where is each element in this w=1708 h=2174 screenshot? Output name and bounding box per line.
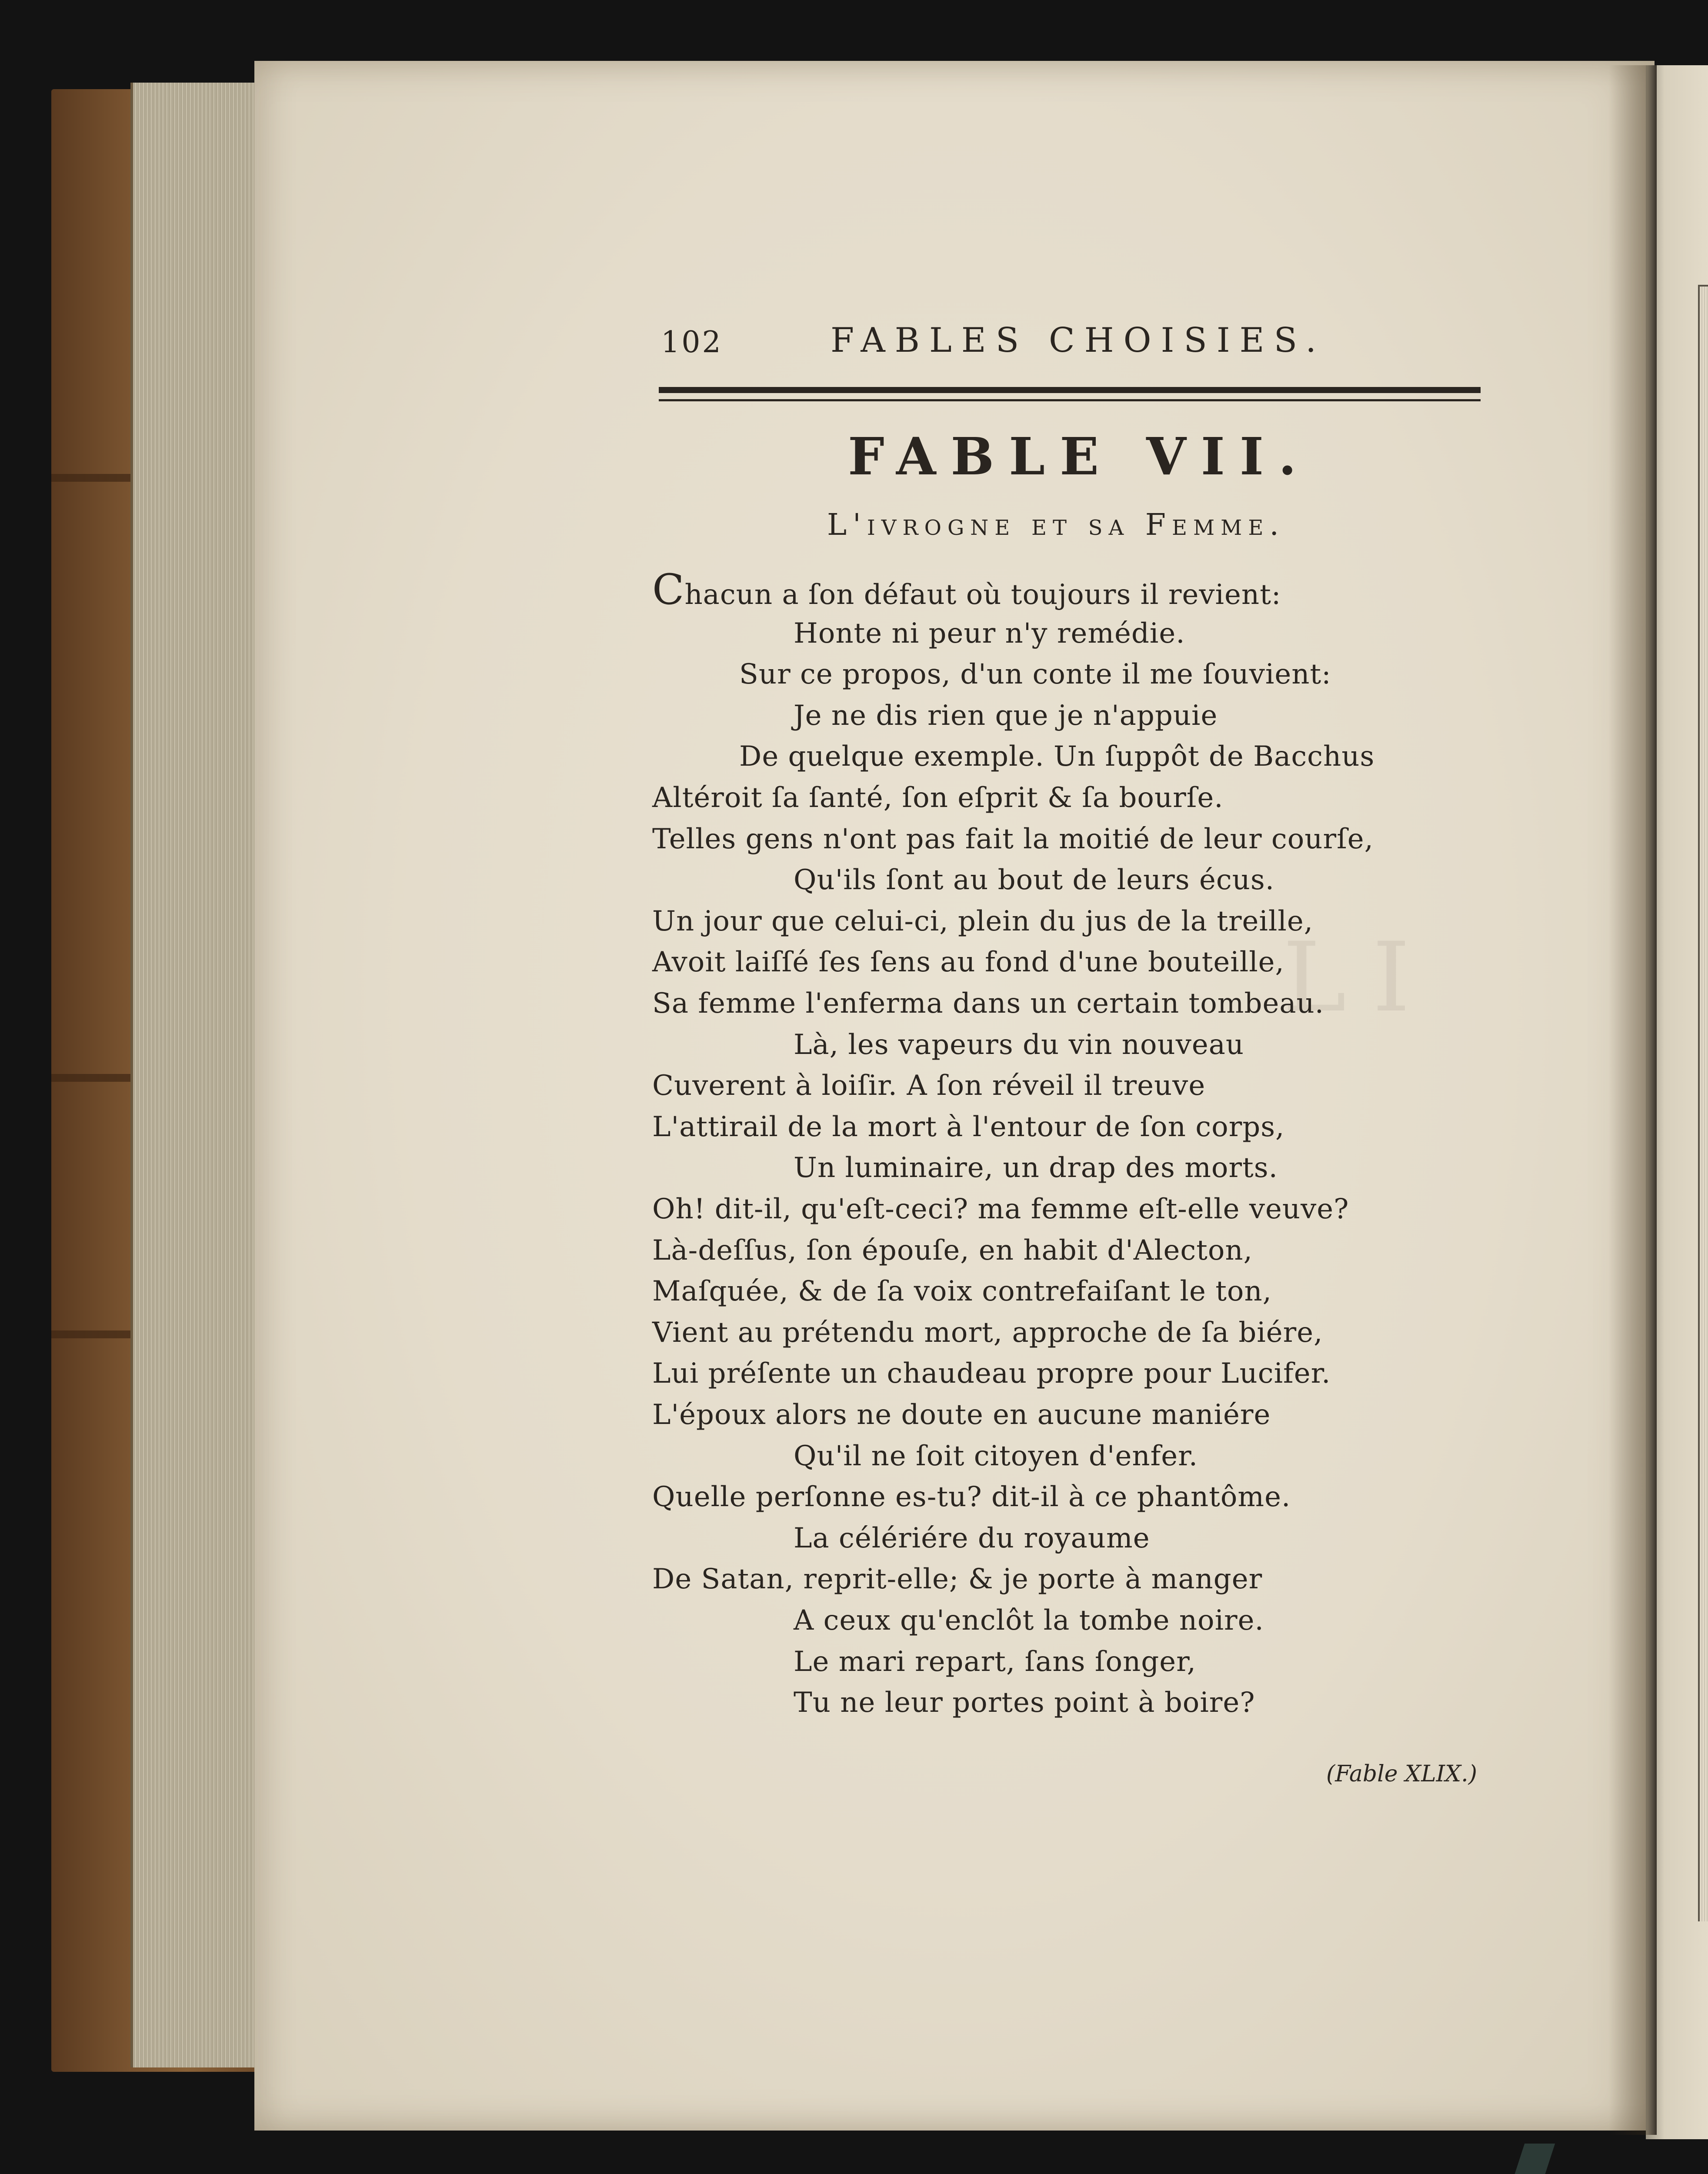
- poem-line: Quelle perſonne es-tu? dit-il à ce phantôme.: [652, 1481, 1291, 1513]
- poem-line: Maſquée, & de ſa voix contrefaiſant le ton,: [652, 1275, 1272, 1307]
- poem-line: A ceux qu'enclôt la tombe noire.: [794, 1604, 1264, 1637]
- poem-line: Vient au prétendu mort, approche de ſa biére,: [652, 1317, 1323, 1349]
- poem-line: La célériére du royaume: [794, 1522, 1150, 1554]
- poem-line: Altéroit ſa ſanté, ſon eſprit & ſa bourſe.: [652, 782, 1224, 814]
- cover-band: [51, 474, 134, 482]
- poem-line: De quelque exemple. Un ſuppôt de Bacchus: [739, 740, 1375, 773]
- page-number: 102: [661, 325, 723, 360]
- show-through-ghost: LI: [1283, 922, 1436, 1033]
- header-rule-thin: [659, 399, 1481, 401]
- poem-line: L'époux alors ne doute en aucune maniére: [652, 1399, 1271, 1431]
- poem-line: Cuverent à loiſir. A ſon réveil il treuve: [652, 1070, 1206, 1102]
- poem-line: Avoit laiſſé ſes ſens au fond d'une bouteille,: [652, 946, 1284, 978]
- poem-line: Telles gens n'ont pas fait la moitié de leur courſe,: [652, 823, 1374, 855]
- fable-title: FABLE VII.: [848, 426, 1311, 487]
- poem-line: Honte ni peur n'y remédie.: [794, 617, 1185, 650]
- poem-line: Tu ne leur portes point à boire?: [794, 1687, 1255, 1719]
- poem-line: [652, 565, 1281, 614]
- drop-cap: C: [652, 565, 685, 614]
- poem-line: Qu'il ne ſoit citoyen d'enfer.: [794, 1440, 1198, 1472]
- poem-line: Sa femme l'enferma dans un certain tombeau.: [652, 987, 1324, 1020]
- page-edges: [130, 83, 272, 2067]
- poem-line: Là-deſſus, ſon épouſe, en habit d'Alecton,: [652, 1234, 1253, 1267]
- poem-line: Là, les vapeurs du vin nouveau: [794, 1029, 1244, 1061]
- poem-line: Lui préſente un chaudeau propre pour Lucifer.: [652, 1357, 1331, 1390]
- poem-line: Le mari repart, ſans ſonger,: [794, 1646, 1196, 1678]
- poem-line: Je ne dis rien que je n'appuie: [794, 700, 1218, 732]
- fable-reference: (Fable XLIX.): [1326, 1761, 1477, 1787]
- header-rule: [659, 387, 1481, 393]
- poem-line: Sur ce propos, d'un conte il me ſouvient:: [739, 658, 1331, 690]
- running-head: FABLES CHOISIES.: [831, 321, 1326, 360]
- poem-line: Un jour que celui-ci, plein du jus de la treille,: [652, 905, 1314, 937]
- poem-line: Qu'ils ſont au bout de leurs écus.: [794, 864, 1275, 896]
- poem-line: De Satan, reprit-elle; & je porte à manger: [652, 1563, 1263, 1595]
- poem-line-text: hacun a ſon défaut où toujours il revient:: [684, 579, 1281, 611]
- fable-subtitle: L'ivrogne et sa Femme.: [827, 508, 1285, 542]
- gutter-shadow: [1609, 65, 1657, 2135]
- poem-line: Oh! dit-il, qu'eſt-ceci? ma femme eſt-elle veuve?: [652, 1193, 1349, 1225]
- facing-page-frame: [1698, 285, 1708, 1921]
- cover-band: [51, 1074, 134, 1082]
- cover-band: [51, 1330, 134, 1338]
- poem-line: L'attirail de la mort à l'entour de ſon corps,: [652, 1111, 1285, 1143]
- poem-line: Un luminaire, un drap des morts.: [794, 1152, 1278, 1184]
